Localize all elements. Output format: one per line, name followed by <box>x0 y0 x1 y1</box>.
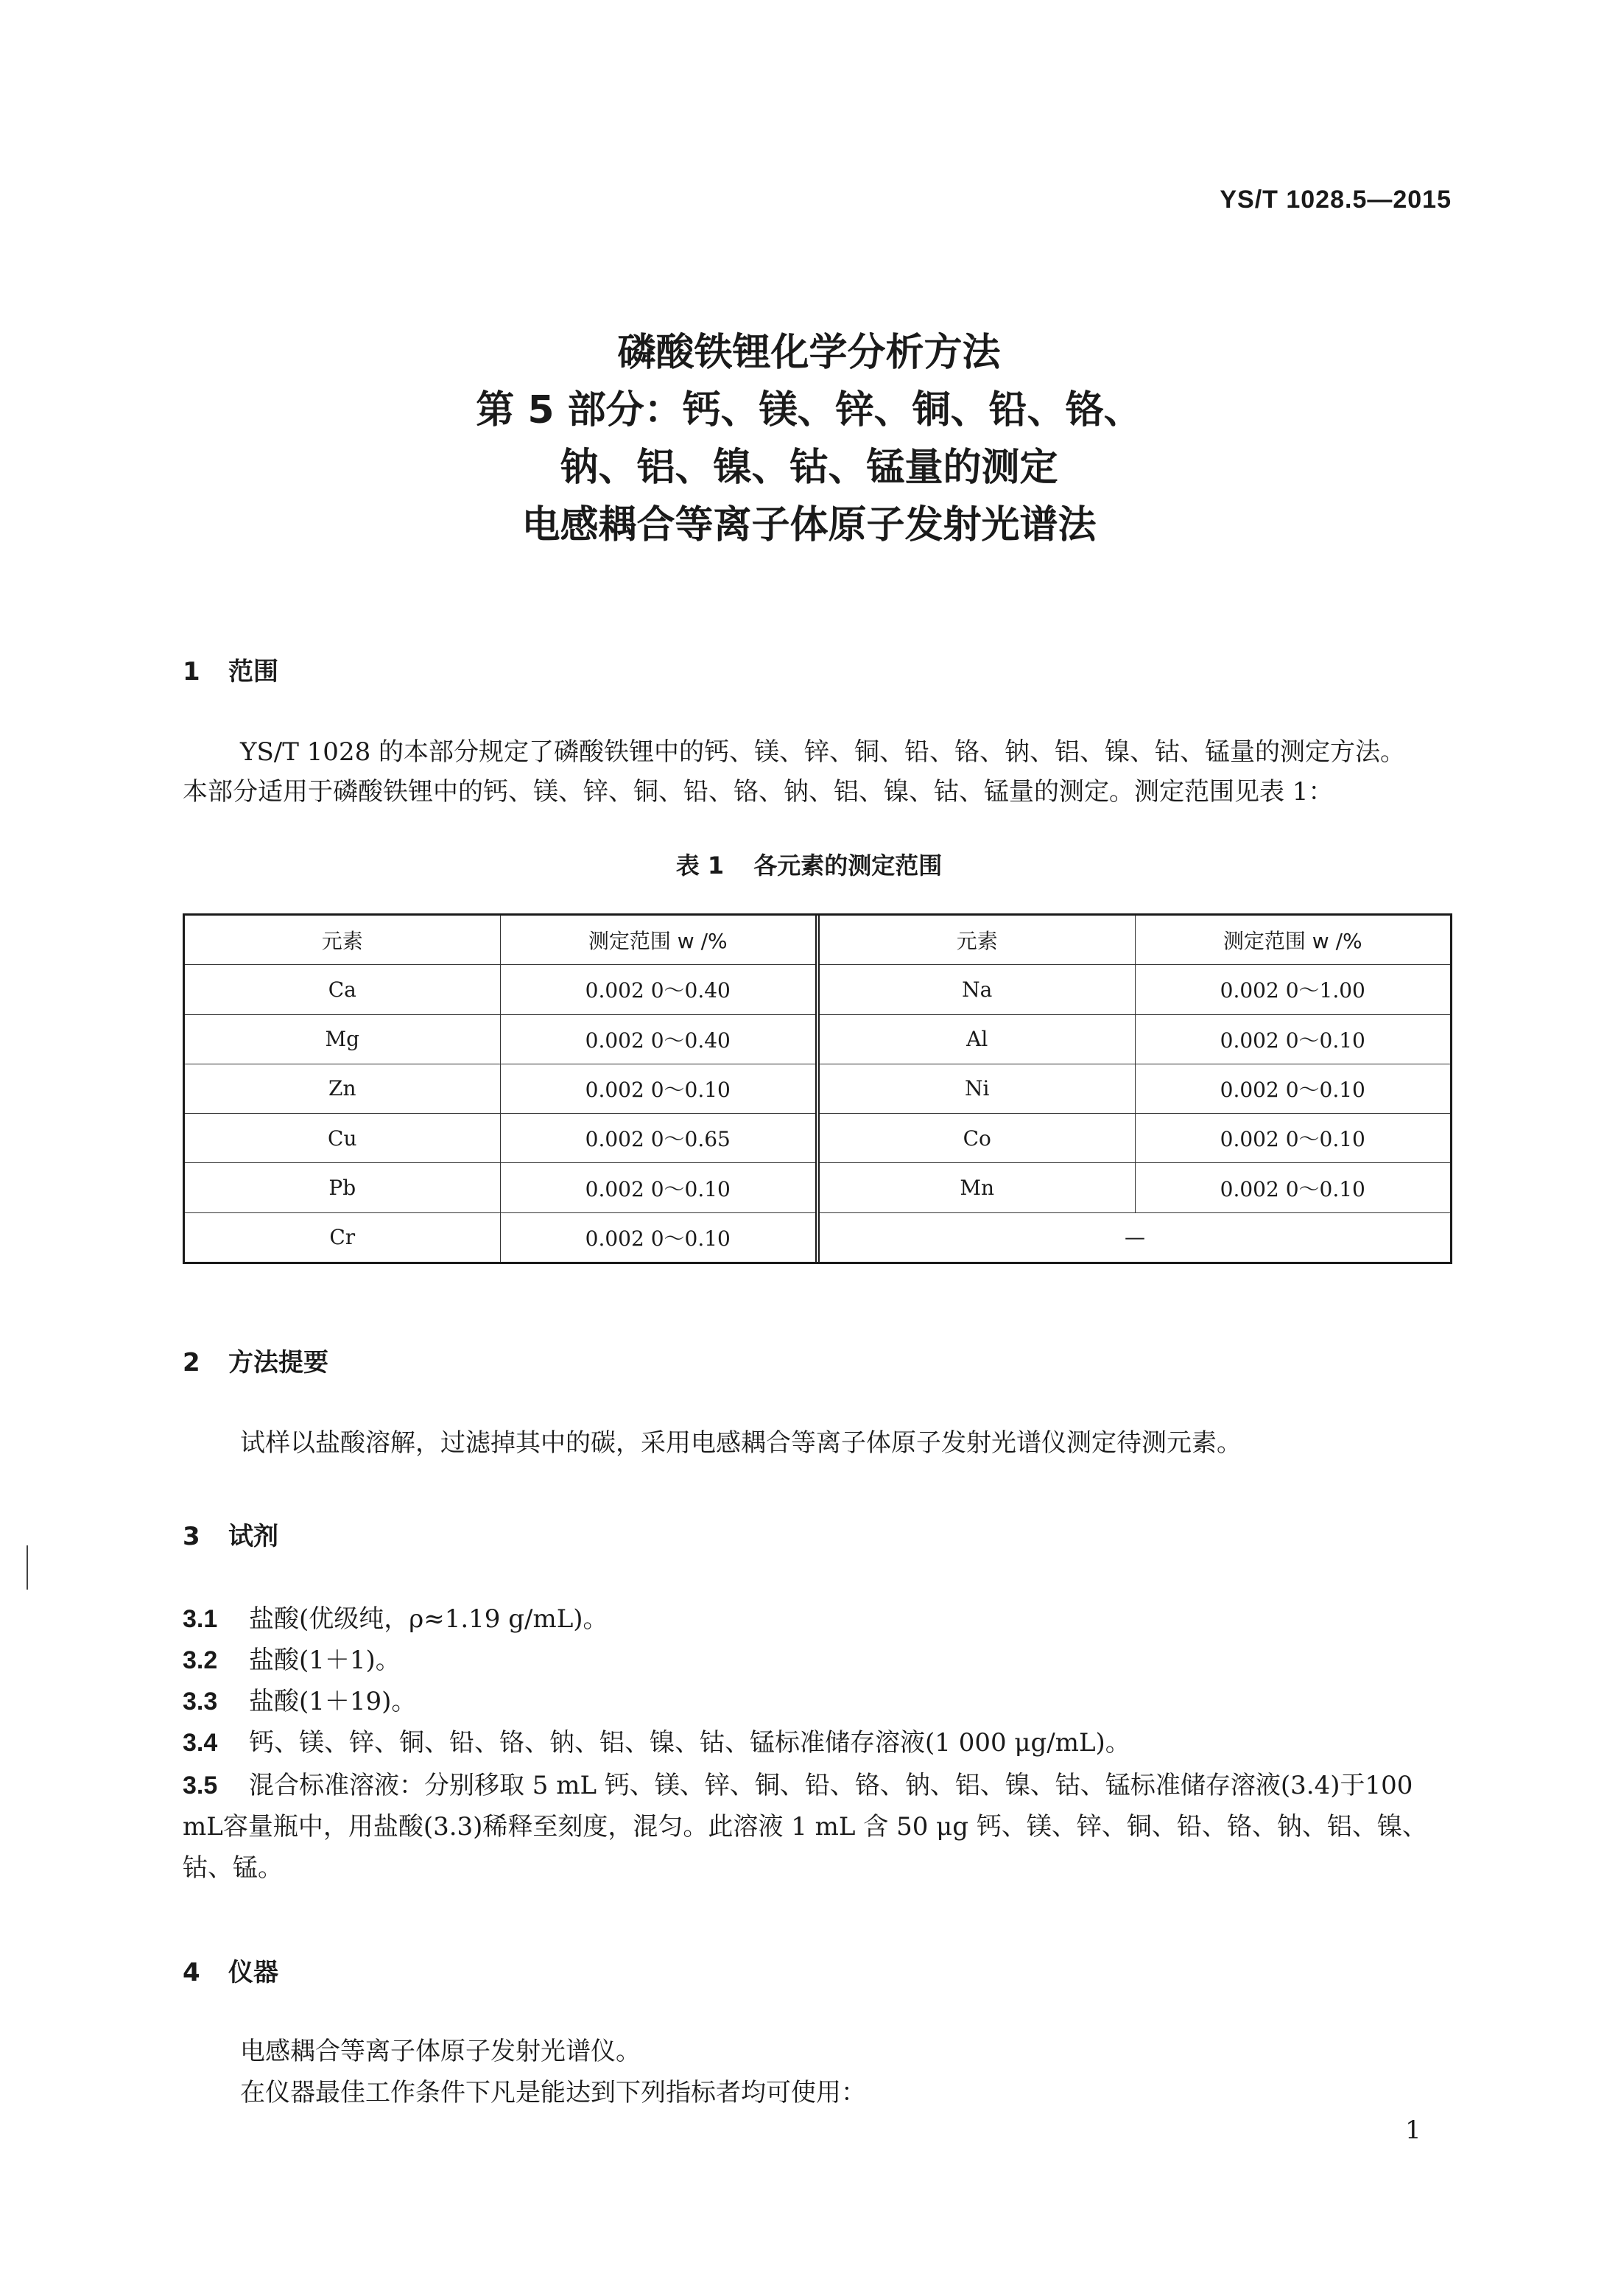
title-line-3: 钠、铝、镍、钴、锰量的测定 <box>560 446 1058 490</box>
item-number: 3.4 <box>183 1729 218 1757</box>
range-cell: 0.002 0～0.10 <box>585 1176 731 1201</box>
header-element: 元素 <box>185 916 501 964</box>
section-number: 3 <box>183 1522 200 1551</box>
item-text: 混合标准溶液：分别移取 5 mL 钙、镁、锌、铜、铅、铬、钠、铝、镍、钴、锰标准储存溶液(3.4)于100 mL容量瓶中，用盐酸(3.3)稀释至刻度，混匀。此溶液 1 mL 含 50 μg 钙、镁、锌、铜、铅、铬、钠、铝、镍、钴、锰。 <box>183 1771 1427 1883</box>
range-cell: 0.002 0～0.65 <box>585 1127 731 1152</box>
item-number: 3.3 <box>183 1688 218 1716</box>
section-1-paragraph-1: YS/T 1028 的本部分规定了磷酸铁锂中的钙、镁、锌、铜、铅、铬、钠、铝、镍、钴、锰量的测定方法。 <box>240 737 1406 767</box>
table-row <box>185 1114 815 1163</box>
empty-cell-dash: — <box>1125 1225 1145 1250</box>
reagent-item <box>183 1640 1453 1681</box>
section-number: 4 <box>183 1958 200 1987</box>
section-number: 2 <box>183 1348 200 1377</box>
reagent-item <box>183 1598 1453 1640</box>
document-title <box>0 324 1618 554</box>
range-cell: 0.002 0～0.10 <box>1220 1077 1365 1102</box>
table-row <box>820 1064 1450 1114</box>
revision-margin-mark <box>27 1545 28 1590</box>
measurement-range-table <box>183 913 1452 1264</box>
section-title: 范围 <box>228 657 278 687</box>
table-right-half <box>820 916 1450 1262</box>
section-title: 试剂 <box>228 1522 278 1551</box>
header-range: 测定范围 w /% <box>1223 929 1362 954</box>
range-cell: 0.002 0～0.40 <box>585 1028 731 1053</box>
section-3-heading <box>183 1516 278 1552</box>
element-cell: Mn <box>820 1163 1136 1212</box>
table-row <box>820 1163 1450 1212</box>
section-1-heading <box>183 651 278 687</box>
item-number: 3.1 <box>183 1605 218 1633</box>
table-row <box>820 1114 1450 1163</box>
title-line-2: 第 5 部分：钙、镁、锌、铜、铅、铬、 <box>476 388 1142 432</box>
range-cell: 0.002 0～0.10 <box>585 1226 731 1251</box>
item-text: 钙、镁、锌、铜、铅、铬、钠、铝、镍、钴、锰标准储存溶液(1 000 μg/mL)。 <box>249 1728 1130 1758</box>
item-number: 3.2 <box>183 1646 218 1674</box>
table-header-row <box>820 916 1450 965</box>
table-row <box>185 1213 815 1262</box>
element-cell: Mg <box>185 1015 501 1064</box>
table-row <box>820 1213 1450 1262</box>
table-row <box>820 1015 1450 1064</box>
element-cell: Cu <box>185 1114 501 1162</box>
element-cell: Al <box>820 1015 1136 1064</box>
table-caption-number: 表 1 <box>675 852 725 880</box>
element-cell: Ni <box>820 1064 1136 1113</box>
range-cell: 0.002 0～0.10 <box>1220 1028 1365 1053</box>
table-header-row <box>185 916 815 965</box>
table-row <box>820 965 1450 1014</box>
title-line-1: 磷酸铁锂化学分析方法 <box>617 331 1001 375</box>
section-1-paragraph-2: 本部分适用于磷酸铁锂中的钙、镁、锌、铜、铅、铬、钠、铝、镍、钴、锰量的测定。测定范围见表 1： <box>183 777 1334 807</box>
range-cell: 0.002 0～0.10 <box>585 1077 731 1102</box>
section-title: 方法提要 <box>228 1348 328 1377</box>
range-cell: 0.002 0～1.00 <box>1220 978 1365 1003</box>
item-text: 盐酸(1＋19)。 <box>249 1687 417 1716</box>
section-2-paragraph-1: 试样以盐酸溶解，过滤掉其中的碳，采用电感耦合等离子体原子发射光谱仪测定待测元素。 <box>240 1428 1242 1458</box>
element-cell: Ca <box>185 965 501 1014</box>
section-2-heading <box>183 1342 328 1378</box>
reagent-item <box>183 1681 1453 1722</box>
range-cell: 0.002 0～0.40 <box>585 978 731 1003</box>
element-cell: Co <box>820 1114 1136 1162</box>
table-row <box>185 1163 815 1212</box>
item-text: 盐酸(1＋1)。 <box>249 1646 401 1675</box>
table-left-half <box>185 916 820 1262</box>
section-4-paragraph-1: 电感耦合等离子体原子发射光谱仪。 <box>240 2037 641 2066</box>
page-number: 1 <box>1405 2116 1421 2145</box>
table-row <box>185 965 815 1014</box>
element-cell: Na <box>820 965 1136 1014</box>
element-cell: Zn <box>185 1064 501 1113</box>
section-number: 1 <box>183 657 200 687</box>
item-text: 盐酸(优级纯，ρ≈1.19 g/mL)。 <box>249 1604 608 1634</box>
section-4-paragraph-2: 在仪器最佳工作条件下凡是能达到下列指标者均可使用： <box>240 2078 866 2107</box>
header-element: 元素 <box>820 916 1136 964</box>
table-row <box>185 1015 815 1064</box>
header-range: 测定范围 w /% <box>588 929 728 954</box>
section-4-heading <box>183 1952 278 1988</box>
range-cell: 0.002 0～0.10 <box>1220 1176 1365 1201</box>
table-row <box>185 1064 815 1114</box>
section-title: 仪器 <box>228 1958 278 1987</box>
table-caption-title: 各元素的测定范围 <box>753 852 943 880</box>
element-cell: Pb <box>185 1163 501 1212</box>
reagent-item <box>183 1722 1453 1763</box>
table-caption <box>0 847 1618 881</box>
reagent-item <box>183 1765 1453 1889</box>
range-cell: 0.002 0～0.10 <box>1220 1127 1365 1152</box>
title-line-4: 电感耦合等离子体原子发射光谱法 <box>521 503 1097 547</box>
element-cell: Cr <box>185 1213 501 1262</box>
item-number: 3.5 <box>183 1772 218 1800</box>
standard-code: YS/T 1028.5—2015 <box>1220 186 1452 214</box>
